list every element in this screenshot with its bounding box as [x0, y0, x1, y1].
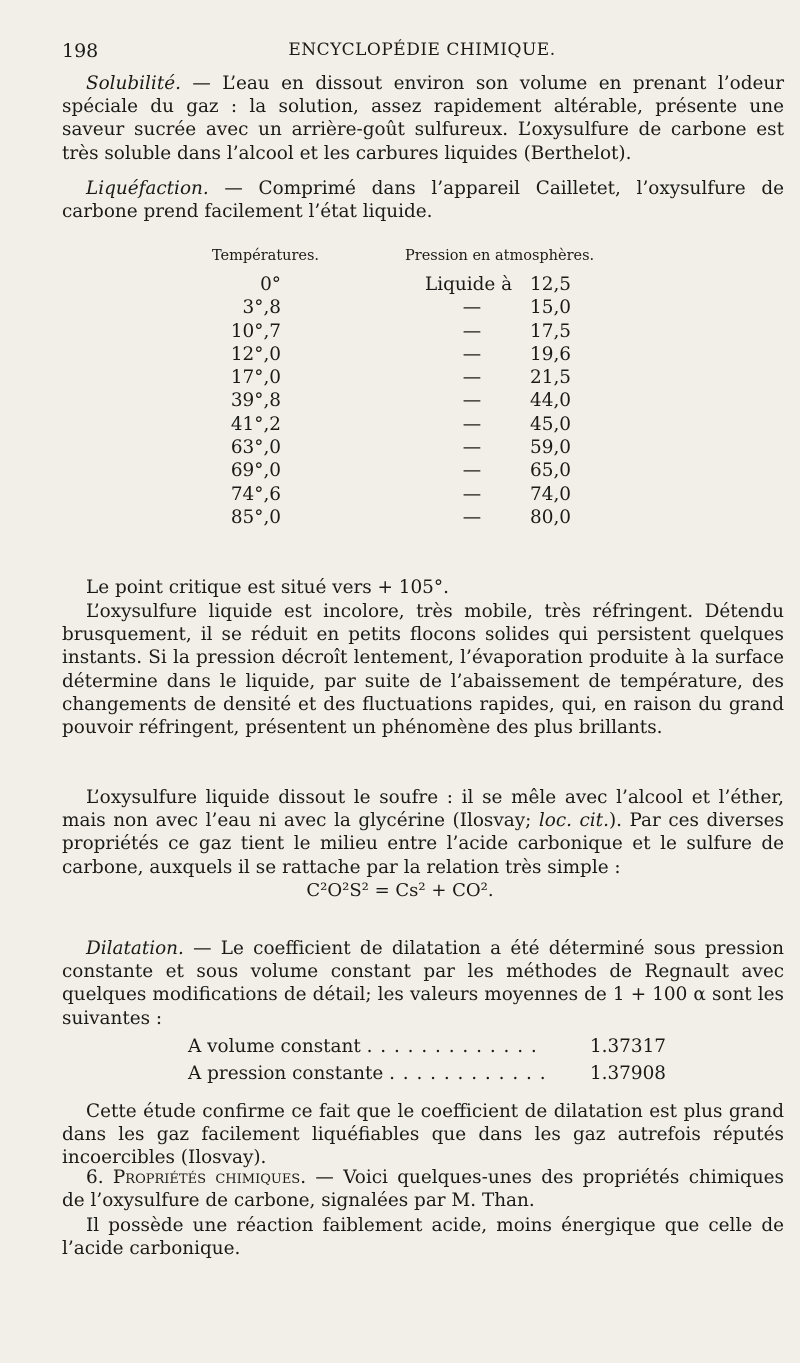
temperature-cell: 85°,0 [230, 506, 281, 528]
paragraph-dissolution [62, 786, 784, 879]
running-title: ENCYCLOPÉDIE CHIMIQUE. [288, 40, 556, 60]
constant-label: A pression constante . . . . . . . . . . . . [188, 1063, 547, 1084]
table-row [0, 367, 800, 390]
page-header [62, 40, 782, 70]
table-row [0, 437, 800, 460]
ditto-dash: — [462, 483, 482, 505]
dilatation-text: — Le coefficient de dilatation a été déterminé sous pression constante et sous volume constant par les méthodes de Regnault avec quelques modifications de détail; les valeurs moyennes de 1 + 100 α sont les suivantes : [62, 938, 784, 1029]
section-title-solubilite: Solubilité. [86, 73, 181, 94]
temperature-cell: 39°,8 [230, 390, 281, 412]
temperature-cell: 17°,0 [230, 367, 281, 389]
liquide-label: Liquide à [425, 274, 513, 295]
table-row [0, 321, 800, 344]
paragraph-liquefaction [62, 177, 784, 223]
liquefaction-text: — Comprimé dans l’appareil Cailletet, l’oxysulfure de carbone prend facilement l’état liquide. [62, 178, 784, 223]
pressure-cell: 19,6 [530, 343, 571, 365]
ditto-dash: — [462, 506, 482, 528]
pressure-cell: 15,0 [530, 297, 571, 319]
section-title-dilatation: Dilatation. [86, 938, 184, 959]
paragraph-dilatation [62, 937, 784, 1030]
table-row [0, 344, 800, 367]
ditto-dash: — [462, 437, 482, 459]
constant-row [0, 1063, 800, 1090]
pressure-cell: 44,0 [530, 390, 571, 412]
temperature-cell: 10°,7 [230, 320, 281, 342]
temperature-cell: 63°,0 [230, 437, 281, 459]
table-row [0, 460, 800, 483]
pressure-cell: 17,5 [530, 320, 571, 342]
paragraph-solubilite [62, 72, 784, 165]
constant-row [0, 1036, 800, 1063]
temperature-cell: 74°,6 [230, 483, 281, 505]
paragraph-proprietes-chimiques [62, 1166, 784, 1212]
section-number: 6. [86, 1167, 104, 1188]
temperature-cell: 69°,0 [230, 460, 281, 482]
table-header-temperatures: Températures. [212, 248, 320, 264]
table-row [0, 297, 800, 320]
constant-label: A volume constant . . . . . . . . . . . . . [188, 1036, 538, 1057]
ditto-dash: — [462, 320, 482, 342]
paragraph-conclusion: Cette étude confirme ce fait que le coefficient de dilatation est plus grand dans les gaz facilement liquéfiables que dans les gaz autrefois réputés incoercibles (Ilosvay). [62, 1101, 784, 1169]
table-row [0, 414, 800, 437]
pressure-cell: 80,0 [530, 506, 571, 528]
temperature-cell: 41°,2 [230, 413, 281, 435]
pressure-cell: 59,0 [530, 437, 571, 459]
paragraph-oxysulfure-liquide: L’oxysulfure liquide est incolore, très mobile, très réfringent. Détendu brusquement, il se réduit en petits flocons solides qui persistent quelques instants. Si la pression décroît lentement, l’évaporation produite à la surface détermine dans le liquide, par suite de l’abaissement de température, des changements de densité et des fluctuations rapides, qui, en raison du grand pouvoir réfringent, présentent un phénomène des plus brillants. [62, 601, 784, 739]
dissolution-text-before: L’oxysulfure liquide dissout le soufre : il se mêle avec l’alcool et l’éther, mais non avec l’eau ni avec la glycérine (Ilosvay; [62, 787, 784, 832]
pressure-cell: 21,5 [530, 367, 571, 389]
table-row [0, 274, 800, 297]
citation: loc. cit. [538, 810, 609, 832]
dissolution-text-after: ). Par ces diverses propriétés ce gaz tient le milieu entre l’acide carbonique et le sulfure de carbone, auxquels il se rattache par la relation très simple : [62, 810, 784, 878]
constant-value: 1.37908 [589, 1063, 666, 1084]
ditto-dash: — [462, 367, 482, 389]
proprietes-text: — Voici quelques-unes des propriétés chimiques de l’oxysulfure de carbone, signalées par M. Than. [62, 1167, 784, 1212]
ditto-dash: — [462, 413, 482, 435]
table-row [0, 507, 800, 530]
ditto-dash: — [462, 460, 482, 482]
paragraph-reaction: Il possède une réaction faiblement acide, moins énergique que celle de l’acide carbonique. [62, 1215, 784, 1260]
temperature-cell: 12°,0 [230, 343, 281, 365]
chemical-equation: C²O²S² = Cs² + CO². [306, 880, 494, 901]
ditto-dash: — [462, 297, 482, 319]
table-row [0, 390, 800, 413]
table-header-pressure: Pression en atmosphères. [405, 248, 595, 264]
ditto-dash: — [462, 343, 482, 365]
table-row [0, 484, 800, 507]
section-title-liquefaction: Liquéfaction. [86, 178, 209, 199]
temperature-cell: 0° [260, 274, 281, 295]
constant-value: 1.37317 [589, 1036, 666, 1057]
pressure-cell: 74,0 [530, 483, 571, 505]
ditto-dash: — [462, 390, 482, 412]
page-number: 198 [62, 40, 99, 62]
pressure-table [0, 274, 800, 530]
pressure-cell: 12,5 [530, 274, 571, 295]
dilatation-constants [0, 1036, 800, 1090]
pressure-cell: 65,0 [530, 460, 571, 482]
temperature-cell: 3°,8 [242, 297, 281, 319]
pressure-cell: 45,0 [530, 413, 571, 435]
section-title-proprietes: Propriétés chimiques. [112, 1167, 307, 1188]
paragraph-critical-point: Le point critique est situé vers + 105°. [86, 577, 449, 598]
solubilite-text: — L’eau en dissout environ son volume en prenant l’odeur spéciale du gaz : la solution, assez rapidement altérable, présente une saveur sucrée avec un arrière-goût sulfureux. L’oxysulfure de carbone est très soluble dans l’alcool et les carbures liquides (Berthelot). [62, 73, 784, 164]
